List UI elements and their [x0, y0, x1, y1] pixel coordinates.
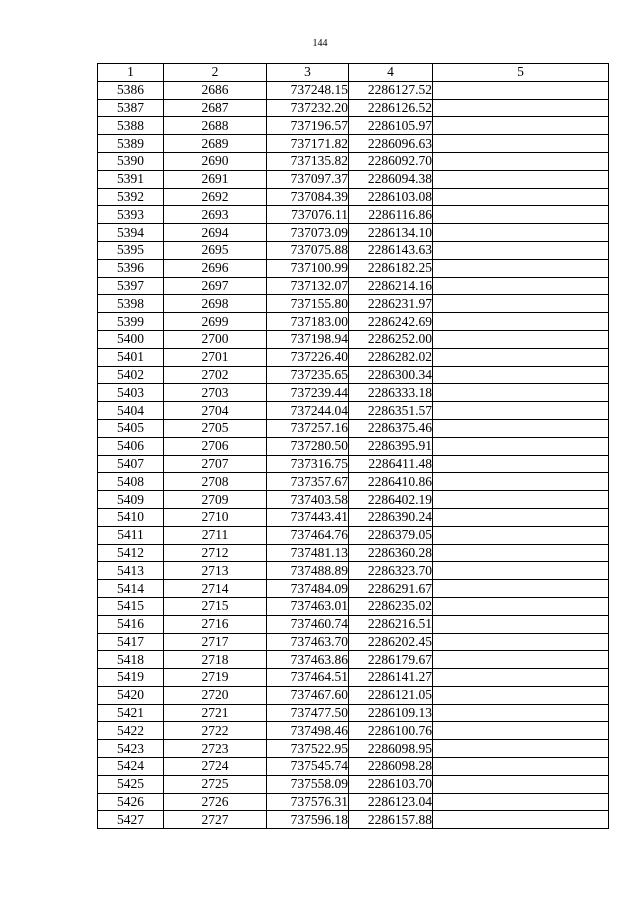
- table-cell: 2725: [164, 775, 267, 793]
- table-cell: 2695: [164, 241, 267, 259]
- table-cell: 2709: [164, 491, 267, 509]
- table-cell: 5403: [98, 384, 164, 402]
- table-cell: 5400: [98, 330, 164, 348]
- table-cell: 2694: [164, 224, 267, 242]
- table-cell: 2691: [164, 170, 267, 188]
- table-row: [98, 152, 609, 170]
- table-row: [98, 775, 609, 793]
- table-cell: 2286127.52: [349, 81, 433, 99]
- table-cell: 2715: [164, 597, 267, 615]
- table-cell: 737257.16: [267, 419, 349, 437]
- table-cell: 737463.86: [267, 651, 349, 669]
- table-cell: [433, 793, 609, 811]
- table-cell: 5387: [98, 99, 164, 117]
- table-cell: 2286121.05: [349, 686, 433, 704]
- table-row: [98, 206, 609, 224]
- table-row: [98, 419, 609, 437]
- table-cell: 737073.09: [267, 224, 349, 242]
- table-cell: 5427: [98, 811, 164, 829]
- table-row: [98, 633, 609, 651]
- table-cell: 737239.44: [267, 384, 349, 402]
- table-cell: 2726: [164, 793, 267, 811]
- table-cell: 2703: [164, 384, 267, 402]
- table-row: [98, 295, 609, 313]
- coordinates-table: [97, 63, 609, 829]
- table-cell: [433, 117, 609, 135]
- table-cell: 737232.20: [267, 99, 349, 117]
- table-cell: 2707: [164, 455, 267, 473]
- table-cell: 737464.51: [267, 669, 349, 687]
- table-cell: [433, 633, 609, 651]
- table-cell: 5413: [98, 562, 164, 580]
- table-cell: 5390: [98, 152, 164, 170]
- table-cell: [433, 81, 609, 99]
- table-cell: 737183.00: [267, 313, 349, 331]
- table-cell: 5410: [98, 508, 164, 526]
- table-row: [98, 615, 609, 633]
- table-cell: 2708: [164, 473, 267, 491]
- table-cell: [433, 544, 609, 562]
- table-cell: 737280.50: [267, 437, 349, 455]
- table-cell: [433, 811, 609, 829]
- table-cell: 2286379.05: [349, 526, 433, 544]
- table-cell: 5408: [98, 473, 164, 491]
- table-cell: 5419: [98, 669, 164, 687]
- header-cell: 1: [98, 64, 164, 82]
- table-cell: 5407: [98, 455, 164, 473]
- table-cell: 2286333.18: [349, 384, 433, 402]
- table-cell: 5393: [98, 206, 164, 224]
- table-cell: 5392: [98, 188, 164, 206]
- table-cell: 2286105.97: [349, 117, 433, 135]
- table-cell: 737226.40: [267, 348, 349, 366]
- table-cell: 737357.67: [267, 473, 349, 491]
- table-cell: [433, 295, 609, 313]
- table-cell: 2687: [164, 99, 267, 117]
- table-row: [98, 473, 609, 491]
- table-cell: 737558.09: [267, 775, 349, 793]
- table-cell: [433, 491, 609, 509]
- table-cell: 2723: [164, 740, 267, 758]
- table-cell: 2727: [164, 811, 267, 829]
- table-cell: 5422: [98, 722, 164, 740]
- table-row: [98, 224, 609, 242]
- table-cell: 2286411.48: [349, 455, 433, 473]
- table-cell: 5415: [98, 597, 164, 615]
- table-header: [98, 64, 609, 82]
- table-cell: 5421: [98, 704, 164, 722]
- header-cell: 2: [164, 64, 267, 82]
- table-cell: 737100.99: [267, 259, 349, 277]
- table-cell: 2286202.45: [349, 633, 433, 651]
- table-cell: 2286410.86: [349, 473, 433, 491]
- table-cell: 2286098.28: [349, 758, 433, 776]
- table-row: [98, 526, 609, 544]
- table-cell: [433, 562, 609, 580]
- table-cell: 5411: [98, 526, 164, 544]
- table-cell: 737488.89: [267, 562, 349, 580]
- table-cell: 2719: [164, 669, 267, 687]
- table-cell: [433, 170, 609, 188]
- table-cell: 2286375.46: [349, 419, 433, 437]
- table-cell: 2689: [164, 135, 267, 153]
- table-cell: 737076.11: [267, 206, 349, 224]
- table-cell: [433, 241, 609, 259]
- table-cell: 2699: [164, 313, 267, 331]
- table-cell: 737084.39: [267, 188, 349, 206]
- table-row: [98, 259, 609, 277]
- table-cell: 2286395.91: [349, 437, 433, 455]
- table-cell: 2286116.86: [349, 206, 433, 224]
- table-cell: 2286242.69: [349, 313, 433, 331]
- table-row: [98, 686, 609, 704]
- table-cell: 5426: [98, 793, 164, 811]
- table-row: [98, 117, 609, 135]
- table-cell: [433, 686, 609, 704]
- table-cell: 2286092.70: [349, 152, 433, 170]
- table-cell: [433, 366, 609, 384]
- table-cell: 2286291.67: [349, 580, 433, 598]
- table-cell: [433, 152, 609, 170]
- table-cell: [433, 508, 609, 526]
- table-row: [98, 740, 609, 758]
- table-cell: [433, 330, 609, 348]
- table-cell: 2713: [164, 562, 267, 580]
- table-cell: 5396: [98, 259, 164, 277]
- table-cell: 737171.82: [267, 135, 349, 153]
- table-cell: [433, 277, 609, 295]
- table-cell: [433, 775, 609, 793]
- table-cell: [433, 419, 609, 437]
- table-cell: 2710: [164, 508, 267, 526]
- header-row: [98, 64, 609, 82]
- table-row: [98, 313, 609, 331]
- table-cell: 737443.41: [267, 508, 349, 526]
- table-cell: 2286141.27: [349, 669, 433, 687]
- table-cell: 737155.80: [267, 295, 349, 313]
- table-cell: 737075.88: [267, 241, 349, 259]
- table-cell: 5401: [98, 348, 164, 366]
- table-cell: 2686: [164, 81, 267, 99]
- table-cell: 737244.04: [267, 402, 349, 420]
- table-cell: 5388: [98, 117, 164, 135]
- table-cell: [433, 651, 609, 669]
- table-cell: 2705: [164, 419, 267, 437]
- table-row: [98, 758, 609, 776]
- table-cell: 2286100.76: [349, 722, 433, 740]
- table-cell: 737464.76: [267, 526, 349, 544]
- table-row: [98, 241, 609, 259]
- table-cell: [433, 313, 609, 331]
- table-cell: 2286360.28: [349, 544, 433, 562]
- table-cell: 2702: [164, 366, 267, 384]
- table-cell: 5402: [98, 366, 164, 384]
- table-cell: 2286214.16: [349, 277, 433, 295]
- table-cell: 2286216.51: [349, 615, 433, 633]
- table-body: [98, 81, 609, 828]
- table-row: [98, 544, 609, 562]
- table-cell: 2286179.67: [349, 651, 433, 669]
- table-cell: 737522.95: [267, 740, 349, 758]
- table-cell: 5391: [98, 170, 164, 188]
- table-cell: 2696: [164, 259, 267, 277]
- table-cell: [433, 206, 609, 224]
- table-cell: 2286231.97: [349, 295, 433, 313]
- table-cell: 5406: [98, 437, 164, 455]
- table-cell: [433, 580, 609, 598]
- table-row: [98, 793, 609, 811]
- table-row: [98, 455, 609, 473]
- table-cell: [433, 740, 609, 758]
- table-cell: 2697: [164, 277, 267, 295]
- table-cell: 2693: [164, 206, 267, 224]
- table-cell: 2717: [164, 633, 267, 651]
- table-cell: [433, 259, 609, 277]
- table-cell: 737135.82: [267, 152, 349, 170]
- table-row: [98, 277, 609, 295]
- table-cell: 737481.13: [267, 544, 349, 562]
- table-cell: 5394: [98, 224, 164, 242]
- table-row: [98, 437, 609, 455]
- table-cell: 2724: [164, 758, 267, 776]
- table-cell: 5423: [98, 740, 164, 758]
- table-cell: 2720: [164, 686, 267, 704]
- table-row: [98, 704, 609, 722]
- table-row: [98, 508, 609, 526]
- table-cell: 2711: [164, 526, 267, 544]
- table-cell: 5416: [98, 615, 164, 633]
- table-cell: 2286390.24: [349, 508, 433, 526]
- table-row: [98, 384, 609, 402]
- header-cell: 3: [267, 64, 349, 82]
- table-cell: 2286109.13: [349, 704, 433, 722]
- table-cell: 5405: [98, 419, 164, 437]
- header-cell: 4: [349, 64, 433, 82]
- table-cell: 5418: [98, 651, 164, 669]
- table-cell: 2286235.02: [349, 597, 433, 615]
- table-cell: 2286402.19: [349, 491, 433, 509]
- table-row: [98, 402, 609, 420]
- table-cell: 5417: [98, 633, 164, 651]
- table-cell: 737477.50: [267, 704, 349, 722]
- table-cell: 2688: [164, 117, 267, 135]
- table-cell: 737463.70: [267, 633, 349, 651]
- table-cell: [433, 704, 609, 722]
- table-row: [98, 491, 609, 509]
- table-cell: 737498.46: [267, 722, 349, 740]
- table-cell: 2286103.70: [349, 775, 433, 793]
- table-cell: [433, 135, 609, 153]
- table-cell: 737198.94: [267, 330, 349, 348]
- table-cell: 2701: [164, 348, 267, 366]
- table-cell: 2692: [164, 188, 267, 206]
- table-cell: [433, 526, 609, 544]
- table-cell: [433, 402, 609, 420]
- table-cell: 737460.74: [267, 615, 349, 633]
- table-cell: [433, 99, 609, 117]
- table-cell: 2286098.95: [349, 740, 433, 758]
- table-row: [98, 99, 609, 117]
- table-cell: 2286123.04: [349, 793, 433, 811]
- table-cell: 737248.15: [267, 81, 349, 99]
- table-cell: 2700: [164, 330, 267, 348]
- table-row: [98, 580, 609, 598]
- table-cell: 2286094.38: [349, 170, 433, 188]
- table-cell: [433, 455, 609, 473]
- table-cell: [433, 348, 609, 366]
- table-cell: [433, 758, 609, 776]
- table-row: [98, 135, 609, 153]
- table-cell: 2286282.02: [349, 348, 433, 366]
- table-cell: 5414: [98, 580, 164, 598]
- table-cell: 5386: [98, 81, 164, 99]
- table-cell: 2286323.70: [349, 562, 433, 580]
- table-cell: 5424: [98, 758, 164, 776]
- table-cell: 2286351.57: [349, 402, 433, 420]
- table-row: [98, 811, 609, 829]
- table-row: [98, 562, 609, 580]
- table-row: [98, 669, 609, 687]
- table-cell: 5404: [98, 402, 164, 420]
- table-cell: 2690: [164, 152, 267, 170]
- table-cell: 737467.60: [267, 686, 349, 704]
- table-cell: [433, 188, 609, 206]
- table-cell: 2718: [164, 651, 267, 669]
- table-cell: 737576.31: [267, 793, 349, 811]
- table-cell: 2286143.63: [349, 241, 433, 259]
- table-cell: 2714: [164, 580, 267, 598]
- table-cell: [433, 669, 609, 687]
- table-cell: 2286134.10: [349, 224, 433, 242]
- table-cell: [433, 615, 609, 633]
- table-cell: 2286157.88: [349, 811, 433, 829]
- table-cell: 5420: [98, 686, 164, 704]
- table-row: [98, 597, 609, 615]
- table-cell: 2721: [164, 704, 267, 722]
- table-cell: 2286252.00: [349, 330, 433, 348]
- table-cell: 2286103.08: [349, 188, 433, 206]
- table-row: [98, 330, 609, 348]
- table-cell: 737545.74: [267, 758, 349, 776]
- table-cell: 5425: [98, 775, 164, 793]
- table-cell: [433, 437, 609, 455]
- table-cell: 2716: [164, 615, 267, 633]
- table-cell: 2698: [164, 295, 267, 313]
- table-cell: [433, 473, 609, 491]
- table-cell: [433, 224, 609, 242]
- table-cell: 737463.01: [267, 597, 349, 615]
- table-cell: 2704: [164, 402, 267, 420]
- table-row: [98, 722, 609, 740]
- table-cell: [433, 384, 609, 402]
- page-number: 144: [312, 38, 328, 49]
- table-cell: 737097.37: [267, 170, 349, 188]
- table-cell: 2286096.63: [349, 135, 433, 153]
- table-cell: 2286126.52: [349, 99, 433, 117]
- table-cell: 2722: [164, 722, 267, 740]
- table-cell: [433, 597, 609, 615]
- table-row: [98, 170, 609, 188]
- table-cell: 737316.75: [267, 455, 349, 473]
- table-cell: 2712: [164, 544, 267, 562]
- table-cell: 2706: [164, 437, 267, 455]
- table-cell: 5412: [98, 544, 164, 562]
- table-cell: 737235.65: [267, 366, 349, 384]
- table-row: [98, 651, 609, 669]
- table-cell: 737196.57: [267, 117, 349, 135]
- table-cell: 2286300.34: [349, 366, 433, 384]
- table-cell: 5395: [98, 241, 164, 259]
- header-cell: 5: [433, 64, 609, 82]
- table-cell: 5409: [98, 491, 164, 509]
- table-cell: 5389: [98, 135, 164, 153]
- table-cell: [433, 722, 609, 740]
- table-cell: 5398: [98, 295, 164, 313]
- table-cell: 5397: [98, 277, 164, 295]
- table-cell: 737132.07: [267, 277, 349, 295]
- table-row: [98, 81, 609, 99]
- table-row: [98, 348, 609, 366]
- table-cell: 2286182.25: [349, 259, 433, 277]
- table-row: [98, 188, 609, 206]
- table-cell: 5399: [98, 313, 164, 331]
- table-cell: 737596.18: [267, 811, 349, 829]
- table-cell: 737403.58: [267, 491, 349, 509]
- table-row: [98, 366, 609, 384]
- table-cell: 737484.09: [267, 580, 349, 598]
